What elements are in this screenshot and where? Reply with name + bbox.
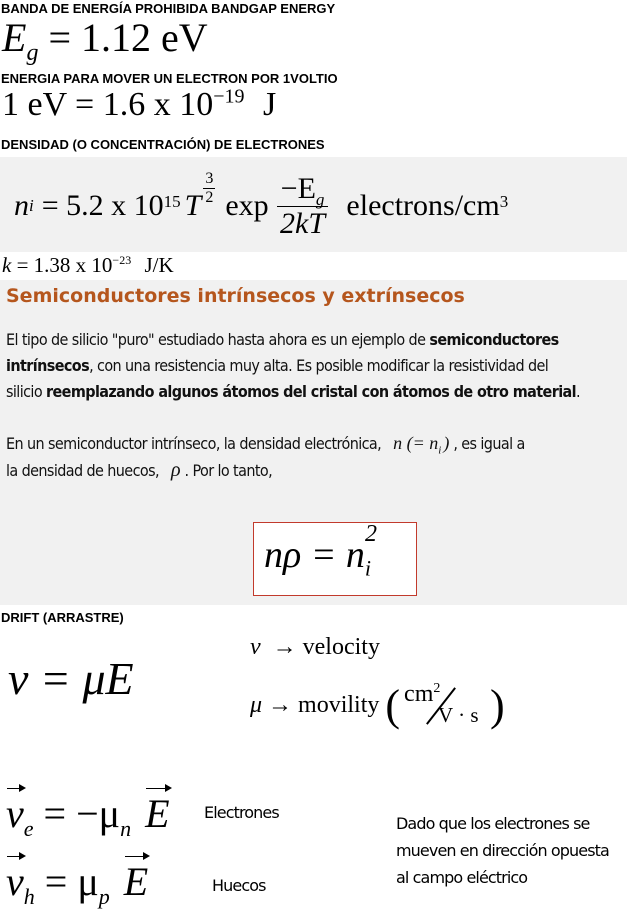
exp-fraction: $\frac{-E_g}{2kT}$: [277, 172, 329, 241]
vector-arrow-e-field-holes: E: [123, 859, 149, 904]
label-electrons: Electrones: [204, 803, 279, 822]
equation-drift-velocity: v = μE: [8, 653, 134, 704]
vector-arrow-v-e: v: [6, 791, 24, 836]
equation-intrinsic-density: n i = 5.2 x 10 $^{15}$ T $\frac{3}{2}$ exp $\frac{-E_g}{2kT}$ electrons/cm $^3$: [14, 169, 509, 240]
heading-bandgap: BANDA DE ENERGÍA PROHIBIDA BANDGAP ENERGY: [1, 1, 336, 16]
label-holes: Huecos: [212, 876, 266, 895]
equation-boltzmann: k = 1.38 x $10^{-23}$ J/K: [2, 253, 174, 277]
heading-electron-volt: ENERGIA PARA MOVER UN ELECTRON POR 1VOLTIO: [1, 71, 338, 86]
mass-action-law-equation: $n\rho = n_i^2$: [264, 521, 378, 581]
paragraph-intrinsic: El tipo de silicio "puro" estudiado hasta ahora es un ejemplo de semiconductores intrínsecos, con una resistencia muy alta. Es posible modificar la resistividad del silicio reemplazando algunos átomos del cristal con átomos de otro material.: [6, 330, 580, 401]
equation-hole-velocity: $v_h = \mu_p$ E: [6, 859, 149, 909]
highlighted-equation-box: [253, 522, 417, 596]
heading-electron-density: DENSIDAD (O CONCENTRACIÓN) DE ELECTRONES: [1, 137, 325, 152]
equation-bandgap: $E_g = 1.12$ eV: [2, 15, 208, 66]
slide-title: Semiconductores intrínsecos y extrínsecos: [6, 285, 465, 307]
vector-arrow-e-field: E: [145, 791, 170, 836]
t-exponent: $\frac{3}{2}$: [205, 169, 214, 206]
legend-velocity: v → velocity: [250, 634, 380, 660]
equation-electron-volt: 1 eV = 1.6 x $10^{-19}$ J: [2, 85, 277, 123]
paragraph-density: En un semiconductor intrínseco, la densidad electrónica, n (= $n_i$ ) , es igual a la densidad de huecos, ρ . Por lo tanto,: [6, 433, 525, 481]
vector-arrow-v-h: v: [6, 859, 24, 904]
heading-drift: DRIFT (ARRASTRE): [1, 610, 124, 625]
note-electron-direction: Dado que los electrones se mueven en dirección opuesta al campo eléctrico: [396, 814, 609, 887]
mobility-unit: $cm^2$ V · s: [404, 680, 479, 727]
legend-mobility: μ → movility ( $cm^2$ V · s ): [250, 680, 505, 730]
equation-electron-velocity: $v_e = -\mu_n$ E: [6, 791, 170, 841]
